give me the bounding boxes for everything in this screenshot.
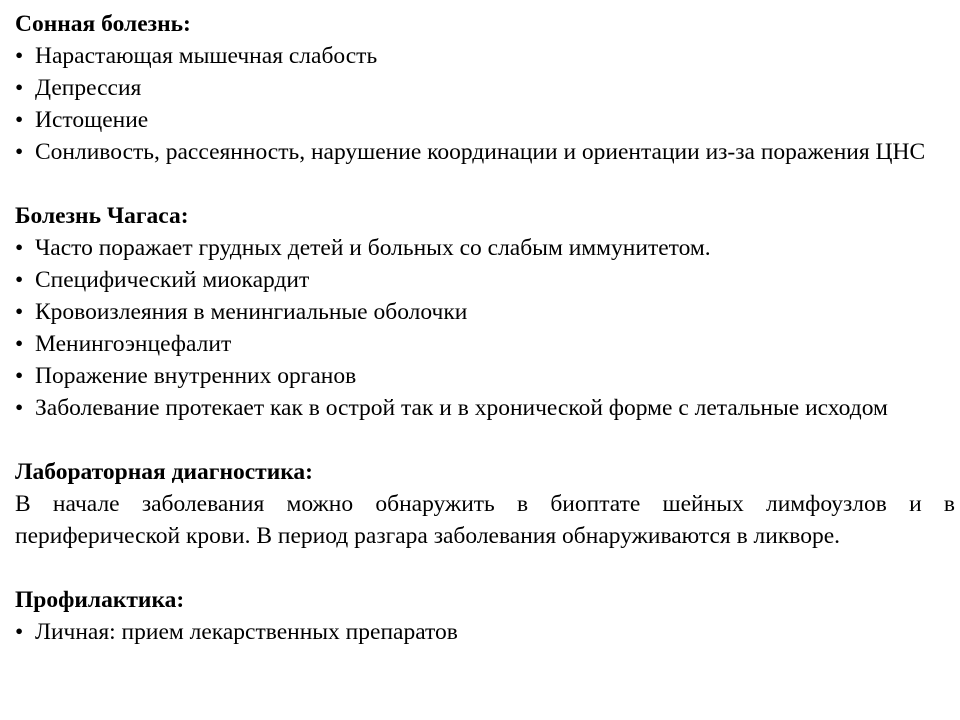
list-item: • Нарастающая мышечная слабость: [15, 40, 955, 72]
section-spacer: [15, 424, 955, 456]
list-item: • Истощение: [15, 104, 955, 136]
bullet-icon: •: [15, 107, 24, 133]
bullet-icon: •: [15, 395, 24, 421]
section-title: Профилактика:: [15, 587, 185, 613]
list-item: • Заболевание протекает как в острой так и в хронической форме с летальные исходом: [15, 392, 955, 424]
list-item: • Депрессия: [15, 72, 955, 104]
bullet-icon: •: [15, 235, 24, 261]
bullet-icon: •: [15, 299, 24, 325]
bullet-icon: •: [15, 139, 24, 165]
list-item: • Поражение внутренних органов: [15, 360, 955, 392]
bullet-icon: •: [15, 75, 24, 101]
list-item: • Часто поражает грудных детей и больных со слабым иммунитетом.: [15, 232, 955, 264]
list-item: • Личная: прием лекарственных препаратов: [15, 616, 955, 648]
bullet-icon: •: [15, 267, 24, 293]
list-item: • Специфический миокардит: [15, 264, 955, 296]
list-item: • Менингоэнцефалит: [15, 328, 955, 360]
section-spacer: [15, 552, 955, 584]
section-lab-diagnostics: [15, 456, 955, 552]
section-title: Болезнь Чагаса:: [15, 203, 189, 229]
section-spacer: [15, 168, 955, 200]
bullet-icon: •: [15, 619, 24, 645]
paragraph: В начале заболевания можно обнаружить в биоптате шейных лимфоузлов и в периферической крови. В период разгара заболевания обнаруживаются в ликворе.: [15, 491, 955, 549]
bullet-icon: •: [15, 331, 24, 357]
section-chagas: [15, 200, 955, 424]
section-sleeping-sickness: [15, 8, 955, 168]
section-title: Лабораторная диагностика:: [15, 459, 314, 485]
bullet-icon: •: [15, 363, 24, 389]
list-item: • Сонливость, рассеянность, нарушение координации и ориентации из-за поражения ЦНС: [15, 136, 955, 168]
list-item: • Кровоизлеяния в менингиальные оболочки: [15, 296, 955, 328]
document-page: [15, 8, 955, 648]
bullet-icon: •: [15, 43, 24, 69]
section-title: Сонная болезнь:: [15, 11, 191, 37]
section-prevention: [15, 584, 955, 648]
